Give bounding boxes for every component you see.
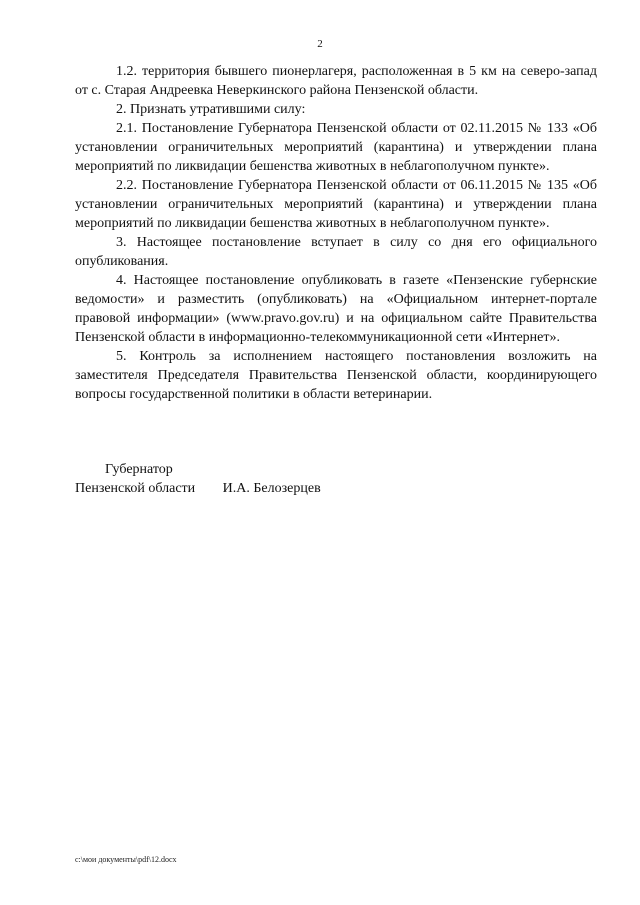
document-body xyxy=(75,62,597,404)
signature-title: Губернатор xyxy=(105,462,173,477)
paragraph-1-2: 1.2. территория бывшего пионерлагеря, расположенная в 5 км на северо-запад от с. Старая Андреевка Неверкинского района Пензенской области. xyxy=(75,64,597,98)
paragraph-2: 2. Признать утратившими силу: xyxy=(116,102,306,117)
signature-block xyxy=(75,460,597,498)
signature-region: Пензенской области xyxy=(75,481,196,496)
signature-row xyxy=(75,479,597,498)
page-number: 2 xyxy=(317,38,323,50)
signature-name: И.А. Белозерцев xyxy=(222,481,321,496)
paragraph-3: 3. Настоящее постановление вступает в силу со дня его официального опубликования. xyxy=(75,235,597,269)
paragraph-5: 5. Контроль за исполнением настоящего постановления возложить на заместителя Председателя Правительства Пензенской области, координирующего вопросы государственной политики в области ветеринарии. xyxy=(75,349,597,402)
paragraph-2-2: 2.2. Постановление Губернатора Пензенской области от 06.11.2015 № 135 «Об установлении ограничительных мероприятий (карантина) и утверждении плана мероприятий по ликвидации бешенства животных в неблагополучном пункте». xyxy=(75,178,597,231)
paragraph-2-1: 2.1. Постановление Губернатора Пензенской области от 02.11.2015 № 133 «Об установлении ограничительных мероприятий (карантина) и утверждении плана мероприятий по ликвидации бешенства животных в неблагополучном пункте». xyxy=(75,121,597,174)
paragraph-4: 4. Настоящее постановление опубликовать в газете «Пензенские губернские ведомости» и разместить (опубликовать) на «Официальном интернет-портале правовой информации» (www.pravo.gov.ru) и на официальном сайте Правительства Пензенской области в информационно-телекоммуникационной сети «Интернет». xyxy=(75,273,597,345)
footer-file-path: c:\мои документы\pdf\12.docx xyxy=(75,855,177,864)
